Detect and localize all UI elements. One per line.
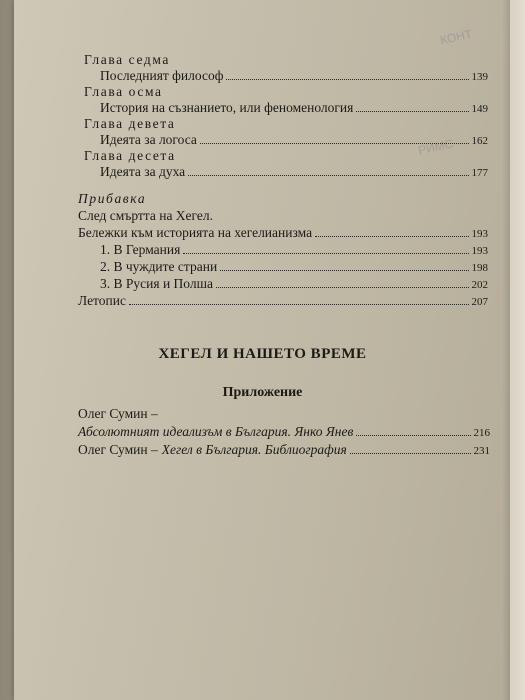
toc-entry-title: Последният философ xyxy=(100,68,224,83)
appendix-entries xyxy=(78,405,490,459)
toc-entry-page: 202 xyxy=(471,279,488,291)
toc-entry[interactable] xyxy=(78,131,488,148)
dot-leader xyxy=(350,453,471,454)
toc-entry-page: 193 xyxy=(471,228,488,240)
chapter-label: Глава десета xyxy=(84,148,176,163)
toc-entry[interactable] xyxy=(78,163,488,180)
toc-entry-title: Хегел в България. Библиография xyxy=(161,442,347,457)
section-title: ХЕГЕЛ И НАШЕТО ВРЕМЕ xyxy=(158,346,367,362)
table-of-contents xyxy=(78,52,488,309)
toc-entry-page: 162 xyxy=(471,135,488,147)
after-death-heading: След смъртта на Хегел. xyxy=(78,208,214,223)
toc-entry-title: История на съзнанието, или феноменология xyxy=(100,100,354,115)
toc-entry-page: 207 xyxy=(471,296,488,308)
toc-entry-page: 231 xyxy=(473,445,490,457)
dot-leader xyxy=(188,175,468,176)
chapter-label: Глава осма xyxy=(84,84,163,99)
toc-entry-page: 216 xyxy=(473,427,490,439)
toc-entry[interactable] xyxy=(78,224,488,241)
toc-entry-title: Бележки към историята на хегелианизма xyxy=(78,225,313,240)
toc-entry[interactable] xyxy=(78,292,488,309)
dot-leader xyxy=(129,304,469,305)
toc-entry-title: Идеята за духа xyxy=(100,164,186,179)
dot-leader xyxy=(315,236,468,237)
toc-entry[interactable] xyxy=(78,67,488,84)
toc-entry-title: Абсолютният идеализъм в България. Янко Янев xyxy=(78,424,354,439)
chapter-label: Глава седма xyxy=(84,52,170,67)
toc-entry[interactable] xyxy=(78,275,488,292)
show-through-mark: КОНТ xyxy=(438,26,474,48)
toc-entry[interactable] xyxy=(78,99,488,116)
toc-entry[interactable] xyxy=(78,241,488,258)
dot-leader xyxy=(200,143,469,144)
toc-entry-page: 149 xyxy=(471,103,488,115)
dot-leader xyxy=(183,253,468,254)
toc-entry-page: 198 xyxy=(471,262,488,274)
chapter-label: Глава девета xyxy=(84,116,176,131)
dot-leader xyxy=(226,79,468,80)
dot-leader xyxy=(356,435,470,436)
section-subtitle: Приложение xyxy=(222,385,303,400)
entry-author: Олег Сумин – xyxy=(78,442,158,457)
toc-entry[interactable] xyxy=(78,258,488,275)
entry-author: Олег Сумин – xyxy=(78,406,158,421)
toc-entry-title: 2. В чуждите страни xyxy=(100,259,218,274)
toc-entry-page: 177 xyxy=(471,167,488,179)
dot-leader xyxy=(220,270,468,271)
toc-entry[interactable] xyxy=(78,441,490,459)
dot-leader xyxy=(216,287,469,288)
toc-entry-title: Летопис xyxy=(78,293,126,308)
appendix-label: Прибавка xyxy=(78,191,147,206)
toc-entry-page: 193 xyxy=(471,245,488,257)
show-through-mark: РИМС xyxy=(416,136,455,158)
dot-leader xyxy=(356,111,468,112)
toc-entry-title: 3. В Русия и Полша xyxy=(100,276,213,291)
toc-entry-title: 1. В Германия xyxy=(100,242,181,257)
toc-entry-page: 139 xyxy=(471,71,488,83)
toc-entry[interactable] xyxy=(78,423,490,441)
toc-entry-title: Идеята за логоса xyxy=(100,132,197,147)
